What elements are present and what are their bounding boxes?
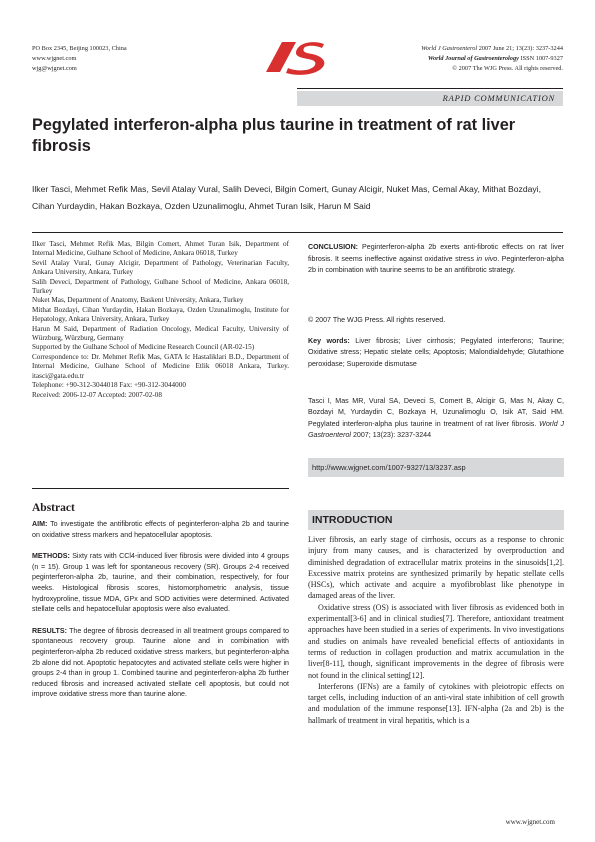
abstract-heading: Abstract (32, 502, 75, 514)
journal-info (421, 44, 563, 74)
abstract-results (32, 626, 289, 700)
journal-abbrev: World J Gastroenterol (421, 45, 478, 52)
methods-text: Sixty rats with CCl4-induced liver fibrosis were divided into 4 groups (n = 15). Group 1 was left for spontaneous recovery (SR). Groups 2-4 received peginterferon-alpha 2b, taurine, and their combination, respectively, for four weeks. Histological fibrosis scores, histomorphometric analysis, tissue hydroxyproline, tissue MDA, GPx and SOD activities were determined. Activated stellate cells and hepatocellular apoptosis were also evaluated. (32, 552, 289, 614)
intro-paragraph: Liver fibrosis, an early stage of cirrhosis, occurs as a response to chronic injury from many causes, and is characterized by overproduction and diminished degradation of extracellular matrix proteins in the sinusoids[1,2]. Excessive matrix proteins are synthesized primarily by hepatic stellate cells (HSCs), which activate and acquire a myofibroblast like phenotype in damaged areas of the liver. (308, 535, 564, 601)
intro-paragraph: Interferons (IFNs) are a family of cytokines with pleiotropic effects on target cells, including induction of an anti-viral state inhibition of cell growth and modulation of the immune response[13]. IFN-alpha (2a and 2b) is the hallmark of treatment in viral hepatitis, which is a (308, 681, 564, 725)
affiliation: Nuket Mas, Department of Anatomy, Baskent University, Ankara, Turkey (32, 296, 244, 305)
abstract-aim (32, 519, 289, 540)
section-rule (297, 88, 563, 89)
issue-info: 2007 June 21; 13(23): 3237-3244 (478, 45, 563, 52)
affiliations (32, 240, 289, 400)
citation (308, 396, 564, 441)
affiliation: Salih Deveci, Department of Pathology, Gulhane School of Medicine, Ankara 06018, Turkey (32, 277, 289, 296)
abstract-methods (32, 551, 289, 615)
results-text: The degree of fibrosis decreased in all treatment groups compared to spontaneous recovery group. Taurine alone and in combination with peginterferon-alpha 2b reduced oxidative stress markers, but peginterferon-alpha 2b alone did not. Apoptotic hepatocytes and activated stellate cells were higher in groups 2-4 than in group 1. Combined taurine and peginterferon-alpha 2b further reduced fibrosis and increased activated stellate cell apoptosis, but could not improve oxidative stress more than taurine alone. (32, 626, 289, 699)
article-title: Pegylated interferon-alpha plus taurine in treatment of rat liver fibrosis (32, 116, 516, 155)
footer-url[interactable]: www.wjgnet.com (505, 818, 555, 826)
divider (32, 232, 563, 233)
aim-text: To investigate the antifibrotic effects of peginterferon-alpha 2b and taurine on oxidative stress markers and hepatocellular apoptosis. (32, 520, 289, 539)
conclusion (308, 242, 564, 277)
keywords-label: Key words: (308, 337, 350, 345)
divider (32, 488, 289, 489)
conclusion-italic: in vivo (476, 254, 498, 263)
aim-label: AIM: (32, 520, 48, 528)
address-line: PO Box 2345, Beijing 100023, China (32, 45, 127, 52)
website-link[interactable]: www.wjgnet.com (32, 55, 77, 62)
telephone: Telephone: +90-312-3044018 Fax: +90-312-3044000 (32, 381, 186, 390)
methods-label: METHODS: (32, 552, 70, 561)
dates: Received: 2006-12-07 Accepted: 2007-02-08 (32, 390, 162, 399)
introduction (308, 534, 564, 726)
citation-journal: World J Gastroenterol (308, 419, 564, 439)
funding: Supported by the Gulhane School of Medicine Research Council (AR-02-15) (32, 343, 255, 352)
journal-name: World Journal of Gastroenterology (427, 55, 519, 62)
publisher-address (32, 44, 127, 74)
keywords-text: Liver fibrosis; Liver cirrhosis; Pegylated interferons; Taurine; Oxidative stress; Hepatic stelate cells; Apoptosis; Malondialdehyde; Glutathione peroxidase; Superoxide dismutase (308, 337, 564, 368)
intro-paragraph: Oxidative stress (OS) is associated with liver fibrosis as evidenced both in experimental[3-6] and in clinical studies[7]. Therefore, antioxidant treatment approaches have been studied in a series of experiments. In vivo investigations and studies on animals have revealed beneficial effects of antioxidants in terms of reduction in collagen production and matrix accumulation in the liver[8-11], though, significant improvements in the degree of fibrosis were not found in the clinical setting[12]. (308, 602, 564, 680)
article-url[interactable]: http://www.wjgnet.com/1007-9327/13/3237.asp (308, 458, 564, 477)
affiliation: Sevil Atalay Vural, Gunay Alcigir, Department of Pathology, Veterinarian Faculty, Ankara University, Ankara, Turkey (32, 258, 289, 277)
conclusion-text: Peginterferon-alpha 2b exerts anti-fibrotic effects on rat liver fibrosis. It seems ineffective against oxidative stress (308, 243, 564, 263)
section-label: RAPID COMMUNICATION (297, 91, 563, 106)
intro-heading: INTRODUCTION (308, 510, 564, 530)
abstract (32, 519, 289, 711)
affiliation: Mithat Bozdayi, Cihan Yurdaydin, Hakan Bozkaya, Ozden Uzunalimoglu, Institute for Hepatology, Ankara University, Ankara, Turkey (32, 305, 289, 324)
affiliation: Harun M Said, Department of Radiation Oncology, Medical Faculty, University of Würzburg, Würzburg, Germany (32, 324, 289, 343)
copyright: © 2007 The WJG Press. All rights reserved. (308, 316, 446, 324)
email-link[interactable]: wjg@wjgnet.com (32, 65, 77, 72)
issn: ISSN 1007-9327 (520, 55, 563, 62)
keywords (308, 336, 564, 370)
conclusion-text-end: . Peginterferon-alpha 2b in combination with taurine seems to be an antifibrotic strategy. (308, 254, 564, 274)
header-copyright: © 2007 The WJG Press. All rights reserved. (452, 65, 563, 72)
citation-text: Tasci I, Mas MR, Vural SA, Deveci S, Comert B, Alcigir G, Mas N, Akay C, Bozdayi M, Yurdaydin C, Bozkaya H, Uzunalimoglu O, Isik AT, Said HM. Pegylated interferon-alpha plus taurine in treatment of rat liver fibrosis. (308, 397, 564, 428)
author-list: Ilker Tasci, Mehmet Refik Mas, Sevil Atalay Vural, Salih Deveci, Bilgin Comert, Gunay Alcigir, Nuket Mas, Cemal Akay, Mithat Bozdayi, Cihan Yurdaydin, Hakan Bozkaya, Ozden Uzunalimoglu, Ahmet Turan Isik, Harun M Said (32, 184, 541, 211)
affiliation: Ilker Tasci, Mehmet Refik Mas, Bilgin Comert, Ahmet Turan Isik, Department of Internal Medicine, Gulhane School of Medicine, Ankara 06018, Turkey (32, 240, 289, 258)
citation-rest: 2007; 13(23): 3237-3244 (352, 430, 432, 439)
results-label: RESULTS: (32, 626, 67, 635)
conclusion-label: CONCLUSION: (308, 243, 359, 251)
journal-logo (262, 38, 334, 76)
correspondence: Correspondence to: Dr. Mehmet Refik Mas, GATA Ic Hastaliklari B.D., Department of Internal Medicine, Gulhane School of Medicine Etlik 06018 Ankara, Turkey. itasci@gata.edu.tr (32, 352, 289, 380)
